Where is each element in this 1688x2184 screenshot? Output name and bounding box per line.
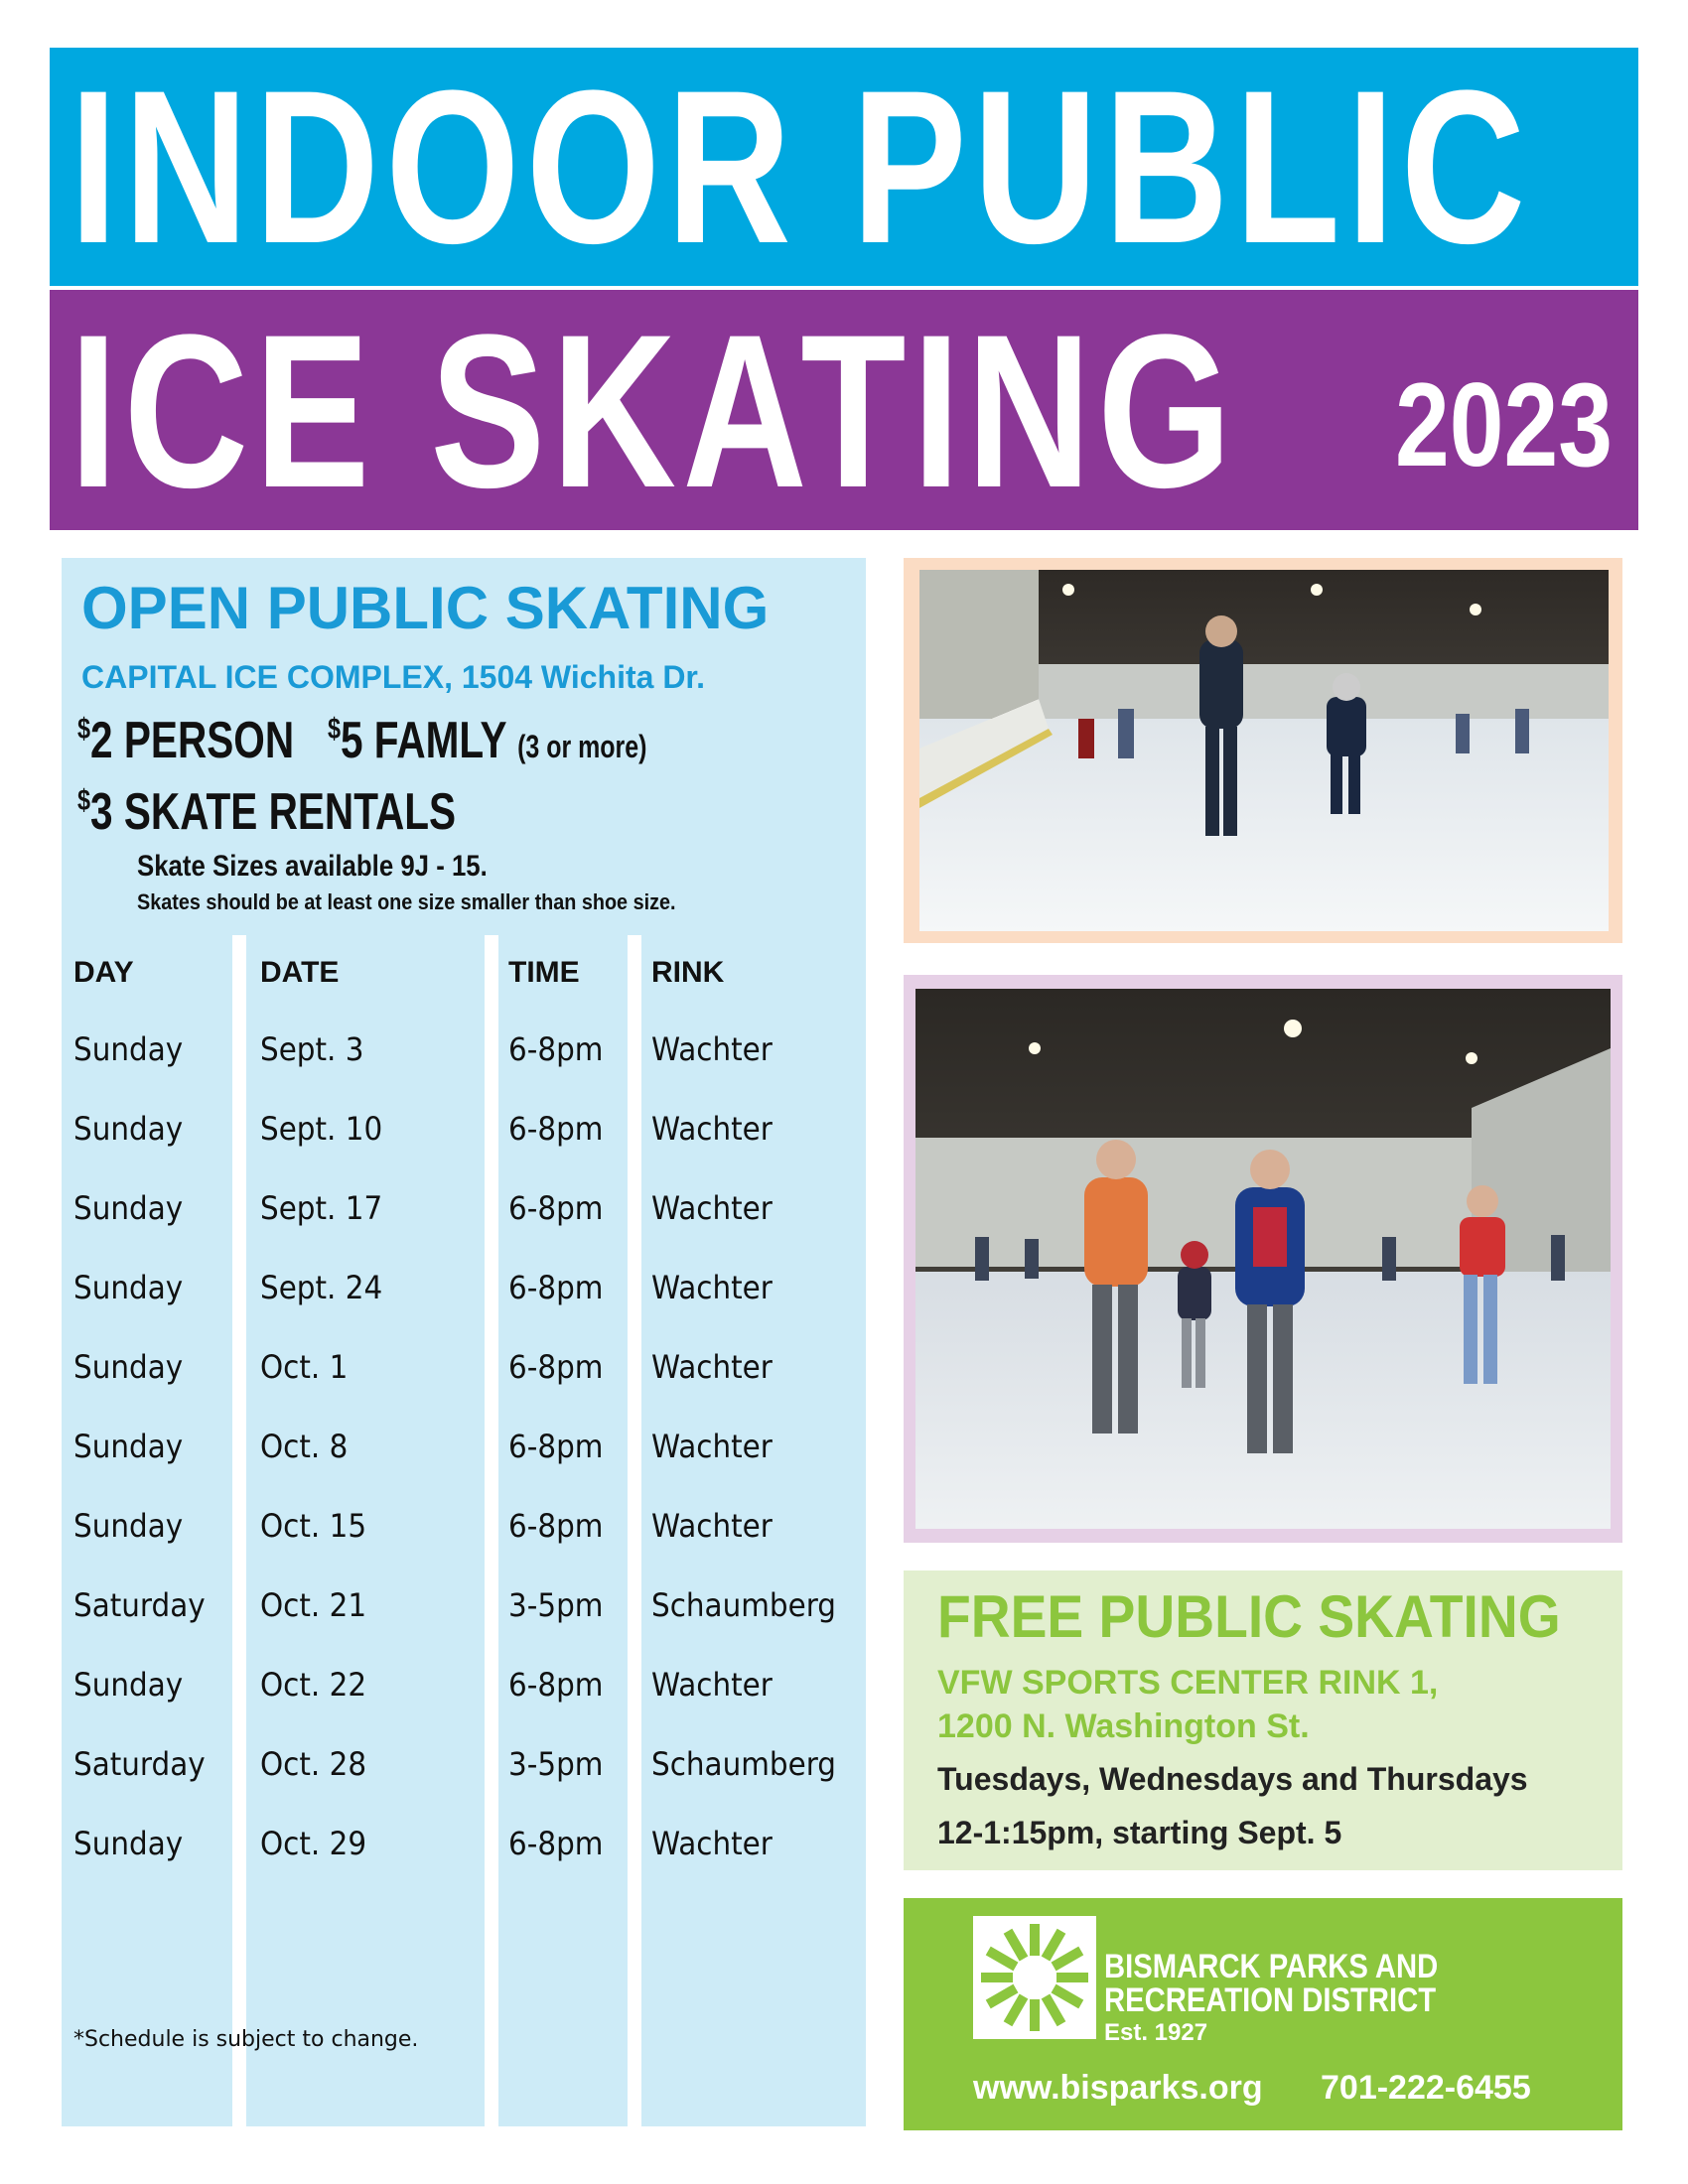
- rental-price: 3: [90, 783, 113, 841]
- cell-time: 6-8pm: [508, 1030, 604, 1068]
- cell-rink: Wachter: [651, 1269, 773, 1306]
- header-rink: RINK: [651, 956, 725, 989]
- family-label: FAMLY: [373, 712, 506, 769]
- table-row: [0, 1586, 894, 1666]
- currency-symbol: $: [77, 713, 91, 746]
- family-note: (3 or more): [517, 729, 647, 764]
- free-skating-venue-line-2: 1200 N. Washington St.: [937, 1707, 1310, 1745]
- person-label: PERSON: [123, 712, 295, 769]
- cell-date: Sept. 17: [260, 1189, 383, 1227]
- skate-sizes: Skate Sizes available 9J - 15.: [137, 850, 488, 883]
- cell-date: Oct. 21: [260, 1586, 367, 1624]
- table-row: [0, 1269, 894, 1348]
- cell-day: Sunday: [73, 1269, 184, 1306]
- cell-time: 6-8pm: [508, 1189, 604, 1227]
- cell-day: Sunday: [73, 1110, 184, 1148]
- cell-day: Sunday: [73, 1189, 184, 1227]
- cell-time: 6-8pm: [508, 1348, 604, 1386]
- cell-date: Oct. 8: [260, 1428, 349, 1465]
- free-skating-title: FREE PUBLIC SKATING: [937, 1583, 1561, 1650]
- open-skating-venue: CAPITAL ICE COMPLEX, 1504 Wichita Dr.: [81, 659, 705, 695]
- table-row: [0, 1745, 894, 1825]
- cell-rink: Wachter: [651, 1507, 773, 1545]
- cell-date: Sept. 3: [260, 1030, 364, 1068]
- cell-time: 6-8pm: [508, 1825, 604, 1862]
- website-link[interactable]: www.bisparks.org: [973, 2069, 1263, 2107]
- cell-rink: Wachter: [651, 1428, 773, 1465]
- cell-day: Sunday: [73, 1666, 184, 1704]
- cell-rink: Wachter: [651, 1110, 773, 1148]
- cell-rink: Schaumberg: [651, 1745, 836, 1783]
- organization-established: Est. 1927: [1104, 2019, 1208, 2046]
- schedule-note: *Schedule is subject to change.: [73, 2027, 419, 2052]
- cell-date: Oct. 1: [260, 1348, 349, 1386]
- cell-date: Oct. 15: [260, 1507, 367, 1545]
- table-row: [0, 1110, 894, 1189]
- cell-rink: Wachter: [651, 1825, 773, 1862]
- table-row: [0, 1666, 894, 1745]
- free-skating-time: 12-1:15pm, starting Sept. 5: [937, 1815, 1342, 1850]
- table-row: [0, 1030, 894, 1110]
- free-skating-days: Tuesdays, Wednesdays and Thursdays: [937, 1761, 1528, 1797]
- title-band-blue: [50, 48, 1638, 286]
- phone-number: 701-222-6455: [1321, 2069, 1531, 2107]
- cell-day: Sunday: [73, 1030, 184, 1068]
- cell-day: Sunday: [73, 1507, 184, 1545]
- cell-date: Oct. 22: [260, 1666, 367, 1704]
- cell-date: Oct. 28: [260, 1745, 367, 1783]
- cell-time: 6-8pm: [508, 1269, 604, 1306]
- cell-time: 3-5pm: [508, 1586, 604, 1624]
- title-band-purple: [50, 290, 1638, 530]
- rink-photo-2: [915, 989, 1611, 1529]
- cell-day: Saturday: [73, 1586, 206, 1624]
- cell-date: Sept. 24: [260, 1269, 383, 1306]
- organization-name-line-1: BISMARCK PARKS AND: [1104, 1948, 1439, 1985]
- rink-photo-1: [919, 570, 1609, 931]
- table-row: [0, 1348, 894, 1428]
- currency-symbol: $: [77, 784, 91, 817]
- rental-label: SKATE RENTALS: [123, 783, 457, 841]
- cell-time: 6-8pm: [508, 1666, 604, 1704]
- skate-rental-price: [77, 782, 456, 842]
- title-line-1: INDOOR PUBLIC: [70, 48, 1532, 286]
- cell-time: 6-8pm: [508, 1507, 604, 1545]
- family-price: 5: [340, 712, 363, 769]
- cell-rink: Wachter: [651, 1189, 773, 1227]
- cell-rink: Schaumberg: [651, 1586, 836, 1624]
- currency-symbol: $: [327, 713, 341, 746]
- header-day: DAY: [73, 956, 134, 989]
- cell-rink: Wachter: [651, 1348, 773, 1386]
- table-row: [0, 1507, 894, 1586]
- cell-rink: Wachter: [651, 1030, 773, 1068]
- free-skating-venue-line-1: VFW SPORTS CENTER RINK 1,: [937, 1664, 1439, 1702]
- skate-fit-note: Skates should be at least one size smaller than shoe size.: [137, 889, 676, 914]
- cell-day: Sunday: [73, 1428, 184, 1465]
- cell-time: 6-8pm: [508, 1428, 604, 1465]
- cell-rink: Wachter: [651, 1666, 773, 1704]
- cell-time: 3-5pm: [508, 1745, 604, 1783]
- table-row: [0, 1189, 894, 1269]
- header-date: DATE: [260, 956, 340, 989]
- open-skating-title: OPEN PUBLIC SKATING: [81, 575, 770, 641]
- table-row: [0, 1428, 894, 1507]
- person-price: 2: [90, 712, 113, 769]
- table-row: [0, 1825, 894, 1904]
- schedule-table: [0, 1030, 894, 1904]
- cell-date: Oct. 29: [260, 1825, 367, 1862]
- cell-date: Sept. 10: [260, 1110, 383, 1148]
- cell-day: Saturday: [73, 1745, 206, 1783]
- header-time: TIME: [508, 956, 580, 989]
- sunburst-logo-icon: [973, 1916, 1096, 2039]
- cell-time: 6-8pm: [508, 1110, 604, 1148]
- cell-day: Sunday: [73, 1348, 184, 1386]
- title-line-2: ICE SKATING: [70, 290, 1238, 530]
- title-year: 2023: [1395, 358, 1613, 491]
- organization-name-line-2: RECREATION DISTRICT: [1104, 1981, 1437, 2019]
- admission-prices: [77, 711, 646, 770]
- cell-day: Sunday: [73, 1825, 184, 1862]
